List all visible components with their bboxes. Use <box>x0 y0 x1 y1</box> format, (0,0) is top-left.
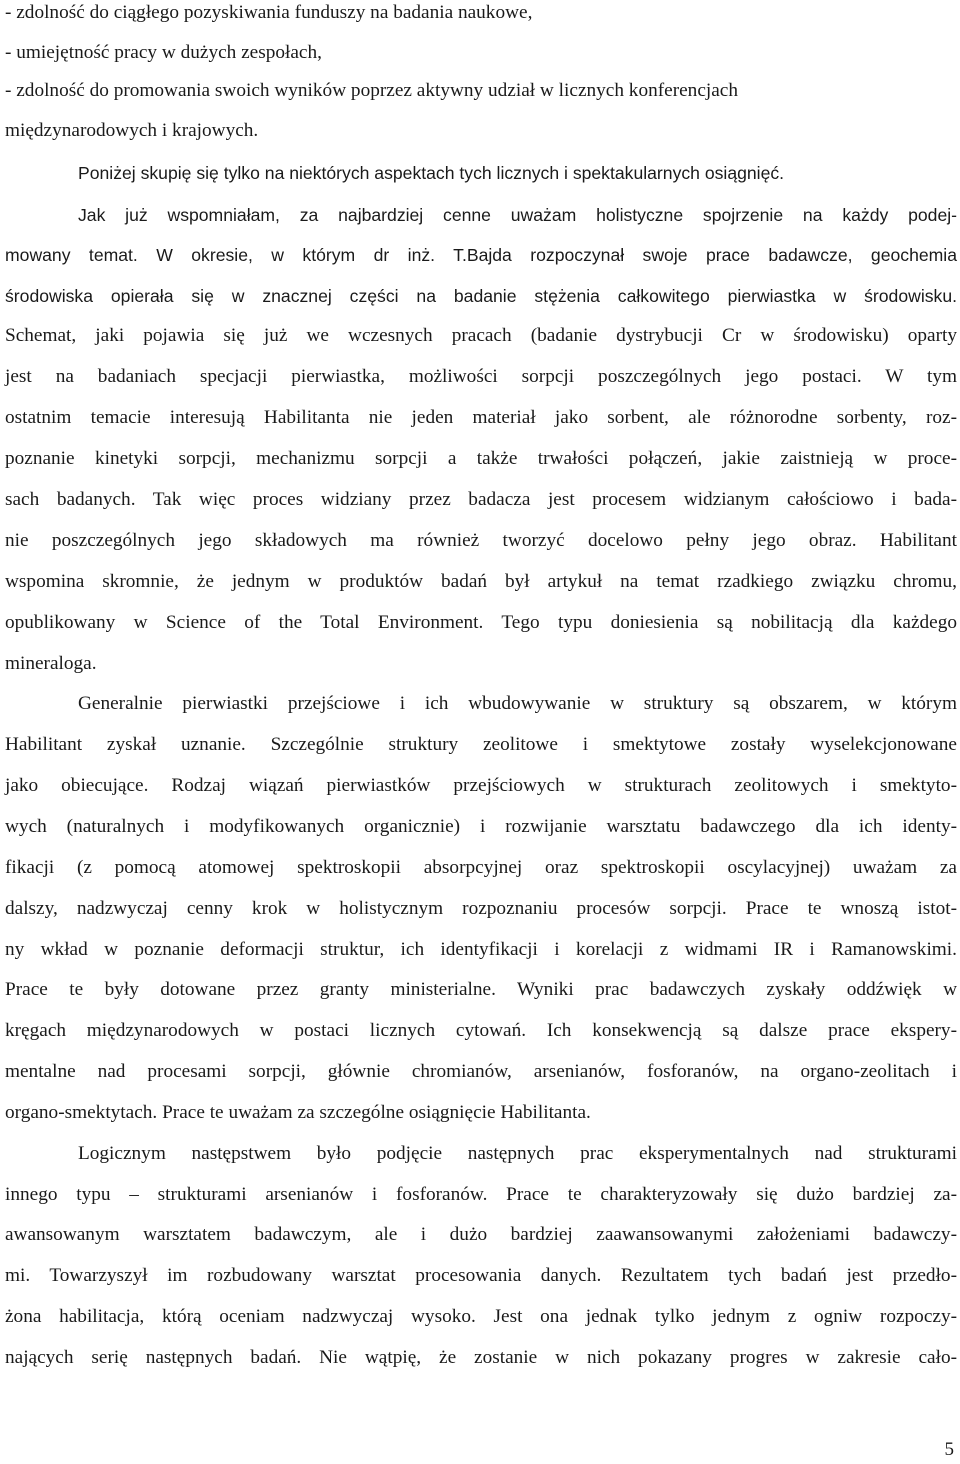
text-line: sach badanych. Tak więc proces widziany przez badacza jest procesem widzianym całościowo i bada- <box>5 489 957 510</box>
text-line: wspomina skromnie, że jednym w produktów badań był artykuł na temat rzadkiego związku chromu, <box>5 571 957 592</box>
page-number: 5 <box>944 1439 954 1460</box>
text-line: międzynarodowych i krajowych. <box>5 120 259 141</box>
text-line: Poniżej skupię się tylko na niektórych aspektach tych licznych i spektakularnych osiągnięć. <box>78 163 785 183</box>
text-line: Prace te były dotowane przez granty ministerialne. Wyniki prac badawczych zyskały oddźwięk w <box>5 979 957 1000</box>
text-line: Logicznym następstwem było podjęcie następnych prac eksperymentalnych nad strukturami <box>78 1143 957 1164</box>
text-line: opublikowany w Science of the Total Environment. Tego typu doniesienia są nobilitacją dla każdego <box>5 612 957 633</box>
text-line: nających serię następnych badań. Nie wątpię, że zostanie w nich pokazany progres w zakresie cało- <box>5 1347 957 1368</box>
text-line: kręgach międzynarodowych w postaci licznych cytowań. Ich konsekwencją są dalsze prace ekspery- <box>5 1020 957 1041</box>
text-line: mowany temat. W okresie, w którym dr inż. T.Bajda rozpoczynał swoje prace badawcze, geochemia <box>5 245 957 265</box>
text-line: organo-smektytach. Prace te uważam za szczególne osiągnięcie Habilitanta. <box>5 1102 591 1123</box>
text-line: jako obiecujące. Rodzaj wiązań pierwiastków przejściowych w strukturach zeolitowych i smektyto- <box>5 775 957 796</box>
text-line: środowiska opierała się w znacznej części na badanie stężenia całkowitego pierwiastka w środowisku. <box>5 286 957 306</box>
text-line: - umiejętność pracy w dużych zespołach, <box>5 42 322 63</box>
text-line: fikacji (z pomocą atomowej spektroskopii absorpcyjnej oraz spektroskopii oscylacyjnej) uważam za <box>5 857 957 878</box>
text-line: mi. Towarzyszył im rozbudowany warsztat procesowania danych. Rezultatem tych badań jest przedło- <box>5 1265 957 1286</box>
text-line: Schemat, jaki pojawia się już we wczesnych pracach (badanie dystrybucji Cr w środowisku) oparty <box>5 325 957 346</box>
text-line: mentalne nad procesami sorpcji, głównie chromianów, arsenianów, fosforanów, na organo-zeolitach i <box>5 1061 957 1082</box>
text-line: awansowanym warsztatem badawczym, ale i dużo bardziej zaawansowanymi założeniami badawczy- <box>5 1224 957 1245</box>
text-line: dalszy, nadzwyczaj cenny krok w holistycznym rozpoznaniu procesów sorpcji. Prace te wnoszą istot- <box>5 898 957 919</box>
text-line: poznanie kinetyki sorpcji, mechanizmu sorpcji a także trwałości połączeń, jakie zaistnieją w proce- <box>5 448 957 469</box>
text-line: Habilitant zyskał uznanie. Szczególnie struktury zeolitowe i smektytowe zostały wyselekcjonowane <box>5 734 957 755</box>
text-line: ostatnim temacie interesują Habilitanta nie jeden materiał jako sorbent, ale różnorodne sorbenty, roz- <box>5 407 957 428</box>
text-line: Jak już wspomniałam, za najbardziej cenne uważam holistyczne spojrzenie na każdy podej- <box>78 205 957 225</box>
text-line: wych (naturalnych i modyfikowanych organicznie) i rozwijanie warsztatu badawczego dla ich identy- <box>5 816 957 837</box>
text-line: innego typu – strukturami arsenianów i fosforanów. Prace te charakteryzowały się dużo bardziej za- <box>5 1184 957 1205</box>
text-line: mineraloga. <box>5 653 97 674</box>
text-line: - zdolność do ciągłego pozyskiwania funduszy na badania naukowe, <box>5 2 533 23</box>
text-line: ny wkład w poznanie deformacji struktur, ich identyfikacji i korelacji z widmami IR i Ramanowskimi. <box>5 939 957 960</box>
text-line: nie poszczególnych jego składowych ma również tworzyć docelowo pełny jego obraz. Habilitant <box>5 530 957 551</box>
text-line: żona habilitacja, którą oceniam nadzwyczaj wysoko. Jest ona jednak tylko jednym z ogniw rozpoczy- <box>5 1306 957 1327</box>
text-line: - zdolność do promowania swoich wyników poprzez aktywny udział w licznych konferencjach <box>5 80 738 101</box>
text-line: jest na badaniach specjacji pierwiastka, możliwości sorpcji poszczególnych jego postaci. W tym <box>5 366 957 387</box>
text-line: Generalnie pierwiastki przejściowe i ich wbudowywanie w struktury są obszarem, w którym <box>78 693 957 714</box>
